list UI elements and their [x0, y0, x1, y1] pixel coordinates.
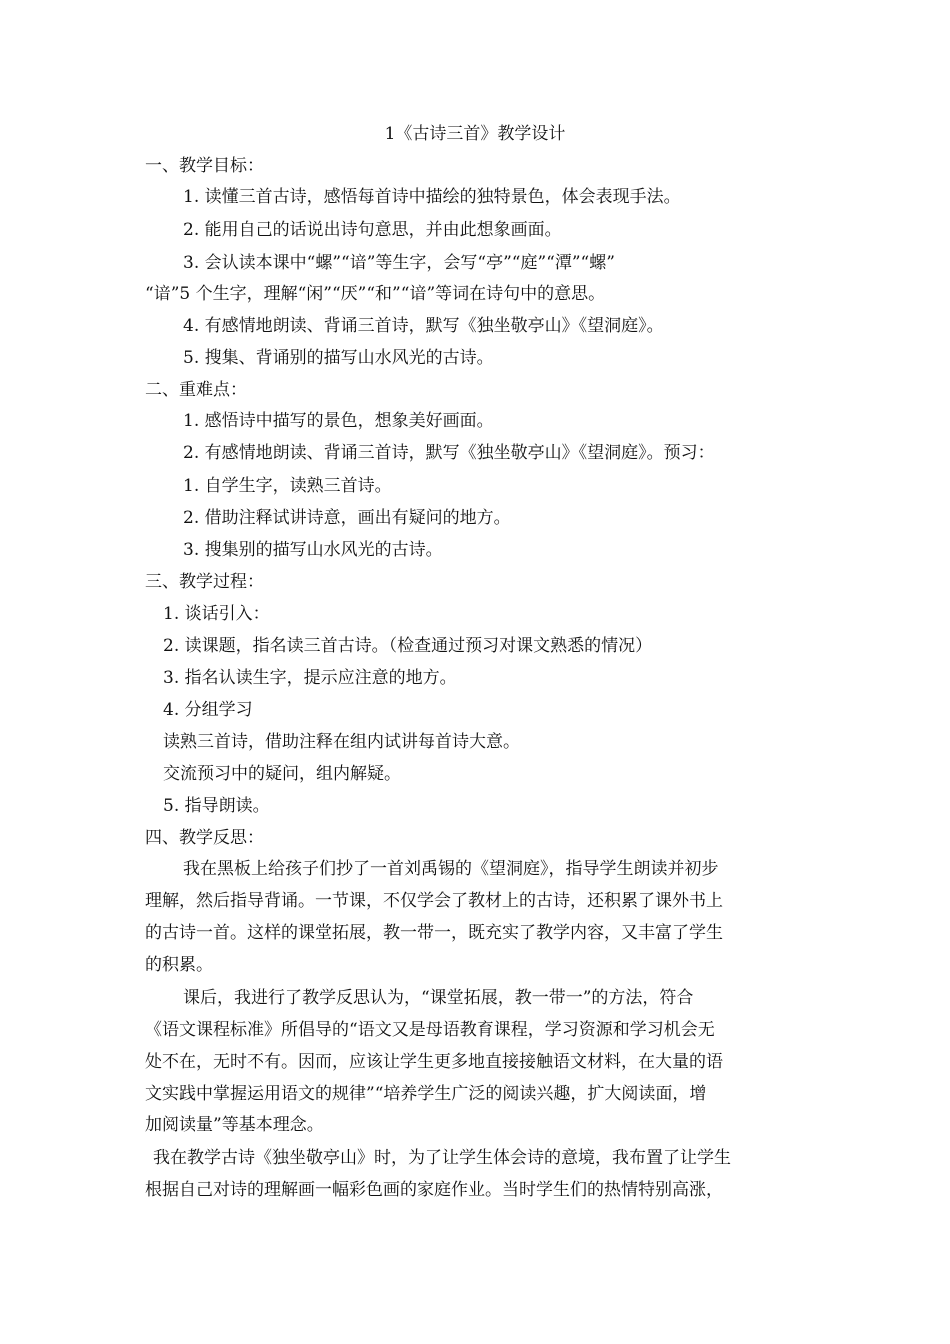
goal-item-1: 1. 读懂三首古诗，感悟每首诗中描绘的独特景色，体会表现手法。: [183, 187, 681, 207]
section-heading-reflection: 四、教学反思：: [145, 828, 264, 848]
preview-item-1: 1. 自学生字，读熟三首诗。: [183, 476, 392, 496]
paragraph-line: 加阅读量”等基本理念。: [145, 1115, 324, 1135]
document-title: 1《古诗三首》教学设计: [384, 124, 566, 144]
process-step-4-detail-2: 交流预习中的疑问，组内解疑。: [163, 764, 401, 784]
goal-item-3-line-1: 3. 会认读本课中“螺”“谙”等生字，会写“亭”“庭”“潭”“螺”: [183, 253, 615, 273]
section-heading-goals: 一、教学目标：: [145, 156, 264, 176]
paragraph-line: 理解，然后指导背诵。一节课，不仅学会了教材上的古诗，还积累了课外书上: [145, 891, 723, 911]
process-step-4-detail-1: 读熟三首诗，借助注释在组内试讲每首诗大意。: [163, 732, 520, 752]
goal-item-5: 5. 搜集、背诵别的描写山水风光的古诗。: [183, 348, 494, 368]
process-step-1: 1. 谈话引入：: [163, 604, 270, 624]
paragraph-line: 的积累。: [145, 955, 213, 975]
process-step-3: 3. 指名认读生字，提示应注意的地方。: [163, 668, 457, 688]
paragraph-line: 我在教学古诗《独坐敬亭山》时，为了让学生体会诗的意境，我布置了让学生: [153, 1148, 731, 1168]
key-point-2: 2. 有感情地朗读、背诵三首诗，默写《独坐敬亭山》《望洞庭》。预习：: [183, 443, 715, 463]
process-step-4: 4. 分组学习: [163, 700, 253, 720]
goal-item-3-line-2: “谙”5 个生字，理解“闲”“厌”“和”“谙”等词在诗句中的意思。: [145, 284, 606, 304]
section-heading-process: 三、教学过程：: [145, 572, 264, 592]
paragraph-line: 我在黑板上给孩子们抄了一首刘禹锡的《望洞庭》，指导学生朗读并初步: [183, 859, 719, 879]
goal-item-2: 2. 能用自己的话说出诗句意思，并由此想象画面。: [183, 220, 562, 240]
preview-item-3: 3. 搜集别的描写山水风光的古诗。: [183, 540, 443, 560]
paragraph-line: 《语文课程标准》所倡导的“语文又是母语教育课程，学习资源和学习机会无: [145, 1020, 715, 1040]
paragraph-line: 处不在，无时不有。因而，应该让学生更多地直接接触语文材料，在大量的语: [145, 1052, 723, 1072]
process-step-2: 2. 读课题，指名读三首古诗。（检查通过预习对课文熟悉的情况）: [163, 636, 653, 656]
key-point-1: 1. 感悟诗中描写的景色，想象美好画面。: [183, 411, 494, 431]
goal-item-4: 4. 有感情地朗读、背诵三首诗，默写《独坐敬亭山》《望洞庭》。: [183, 316, 664, 336]
paragraph-line: 的古诗一首。这样的课堂拓展，教一带一，既充实了教学内容，又丰富了学生: [145, 923, 723, 943]
preview-item-2: 2. 借助注释试讲诗意，画出有疑问的地方。: [183, 508, 511, 528]
paragraph-line: 根据自己对诗的理解画一幅彩色画的家庭作业。当时学生们的热情特别高涨，: [145, 1180, 723, 1200]
process-step-5: 5. 指导朗读。: [163, 796, 270, 816]
paragraph-line: 课后，我进行了教学反思认为，“课堂拓展，教一带一”的方法，符合: [183, 988, 694, 1008]
paragraph-line: 文实践中掌握运用语文的规律”“培养学生广泛的阅读兴趣，扩大阅读面，增: [145, 1084, 707, 1104]
section-heading-key-points: 二、重难点：: [145, 380, 247, 400]
